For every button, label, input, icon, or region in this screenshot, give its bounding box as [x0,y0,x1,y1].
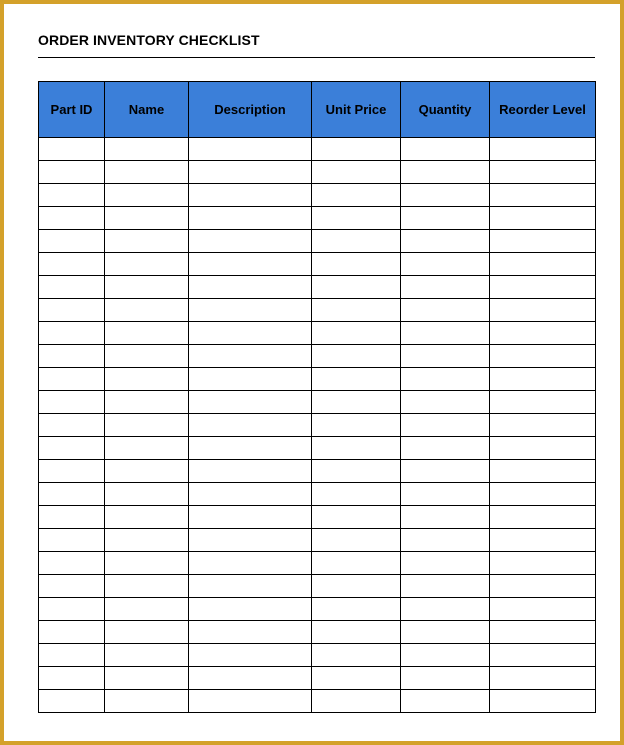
cell-name[interactable] [105,483,189,506]
cell-unit-price[interactable] [312,483,401,506]
cell-part-id[interactable] [39,598,105,621]
table-row [39,230,596,253]
table-row [39,483,596,506]
cell-unit-price[interactable] [312,345,401,368]
cell-quantity[interactable] [401,276,490,299]
cell-quantity[interactable] [401,161,490,184]
cell-part-id[interactable] [39,690,105,713]
cell-unit-price[interactable] [312,506,401,529]
cell-unit-price[interactable] [312,667,401,690]
cell-unit-price[interactable] [312,621,401,644]
cell-part-id[interactable] [39,253,105,276]
cell-quantity[interactable] [401,253,490,276]
cell-reorder-level[interactable] [490,368,596,391]
cell-quantity[interactable] [401,207,490,230]
cell-unit-price[interactable] [312,230,401,253]
cell-quantity[interactable] [401,598,490,621]
cell-name[interactable] [105,207,189,230]
cell-unit-price[interactable] [312,460,401,483]
cell-quantity[interactable] [401,437,490,460]
cell-name[interactable] [105,299,189,322]
cell-reorder-level[interactable] [490,184,596,207]
cell-name[interactable] [105,253,189,276]
cell-part-id[interactable] [39,529,105,552]
table-row [39,575,596,598]
cell-name[interactable] [105,575,189,598]
cell-unit-price[interactable] [312,575,401,598]
title-underline [38,57,595,58]
cell-quantity[interactable] [401,483,490,506]
cell-description[interactable] [189,575,312,598]
cell-unit-price[interactable] [312,299,401,322]
cell-name[interactable] [105,690,189,713]
column-header-quantity: Quantity [401,82,490,138]
cell-part-id[interactable] [39,138,105,161]
cell-name[interactable] [105,345,189,368]
cell-part-id[interactable] [39,345,105,368]
cell-description[interactable] [189,621,312,644]
table-row [39,299,596,322]
cell-name[interactable] [105,322,189,345]
cell-unit-price[interactable] [312,322,401,345]
cell-reorder-level[interactable] [490,552,596,575]
cell-unit-price[interactable] [312,368,401,391]
cell-quantity[interactable] [401,644,490,667]
table-row [39,460,596,483]
cell-description[interactable] [189,483,312,506]
cell-quantity[interactable] [401,690,490,713]
cell-description[interactable] [189,437,312,460]
inventory-table [38,81,596,713]
cell-reorder-level[interactable] [490,299,596,322]
cell-description[interactable] [189,253,312,276]
table-row [39,552,596,575]
cell-part-id[interactable] [39,322,105,345]
cell-description[interactable] [189,184,312,207]
column-header-reorder-level: Reorder Level [490,82,596,138]
table-row [39,368,596,391]
cell-quantity[interactable] [401,230,490,253]
cell-name[interactable] [105,552,189,575]
cell-reorder-level[interactable] [490,529,596,552]
table-row [39,391,596,414]
table-header-row [39,82,596,138]
column-header-description: Description [189,82,312,138]
cell-name[interactable] [105,391,189,414]
cell-name[interactable] [105,529,189,552]
cell-description[interactable] [189,667,312,690]
cell-description[interactable] [189,391,312,414]
table-row [39,207,596,230]
cell-quantity[interactable] [401,529,490,552]
cell-description[interactable] [189,690,312,713]
cell-part-id[interactable] [39,644,105,667]
cell-quantity[interactable] [401,138,490,161]
cell-description[interactable] [189,506,312,529]
table-row [39,437,596,460]
cell-description[interactable] [189,138,312,161]
cell-quantity[interactable] [401,621,490,644]
cell-unit-price[interactable] [312,552,401,575]
table-row [39,644,596,667]
cell-description[interactable] [189,276,312,299]
cell-quantity[interactable] [401,184,490,207]
table-row [39,276,596,299]
cell-reorder-level[interactable] [490,138,596,161]
table-row [39,322,596,345]
cell-quantity[interactable] [401,391,490,414]
cell-name[interactable] [105,414,189,437]
cell-name[interactable] [105,276,189,299]
cell-description[interactable] [189,322,312,345]
cell-reorder-level[interactable] [490,460,596,483]
cell-quantity[interactable] [401,667,490,690]
cell-name[interactable] [105,437,189,460]
cell-name[interactable] [105,598,189,621]
cell-quantity[interactable] [401,552,490,575]
table-row [39,667,596,690]
cell-reorder-level[interactable] [490,253,596,276]
cell-part-id[interactable] [39,506,105,529]
cell-reorder-level[interactable] [490,207,596,230]
cell-part-id[interactable] [39,161,105,184]
cell-name[interactable] [105,621,189,644]
cell-description[interactable] [189,529,312,552]
cell-part-id[interactable] [39,552,105,575]
table-row [39,184,596,207]
cell-unit-price[interactable] [312,598,401,621]
cell-part-id[interactable] [39,276,105,299]
cell-unit-price[interactable] [312,161,401,184]
cell-part-id[interactable] [39,299,105,322]
cell-part-id[interactable] [39,230,105,253]
table-row [39,621,596,644]
cell-quantity[interactable] [401,322,490,345]
cell-unit-price[interactable] [312,276,401,299]
cell-reorder-level[interactable] [490,414,596,437]
cell-name[interactable] [105,138,189,161]
cell-part-id[interactable] [39,437,105,460]
cell-part-id[interactable] [39,575,105,598]
cell-reorder-level[interactable] [490,345,596,368]
cell-reorder-level[interactable] [490,391,596,414]
cell-description[interactable] [189,460,312,483]
cell-reorder-level[interactable] [490,575,596,598]
cell-reorder-level[interactable] [490,161,596,184]
cell-reorder-level[interactable] [490,506,596,529]
cell-reorder-level[interactable] [490,483,596,506]
cell-reorder-level[interactable] [490,621,596,644]
page-title: ORDER INVENTORY CHECKLIST [38,32,260,48]
cell-part-id[interactable] [39,483,105,506]
cell-name[interactable] [105,184,189,207]
cell-unit-price[interactable] [312,644,401,667]
cell-part-id[interactable] [39,184,105,207]
cell-unit-price[interactable] [312,414,401,437]
cell-quantity[interactable] [401,345,490,368]
cell-name[interactable] [105,368,189,391]
cell-reorder-level[interactable] [490,437,596,460]
cell-name[interactable] [105,644,189,667]
cell-reorder-level[interactable] [490,598,596,621]
cell-name[interactable] [105,506,189,529]
table-row [39,506,596,529]
table-row [39,690,596,713]
cell-quantity[interactable] [401,460,490,483]
cell-part-id[interactable] [39,391,105,414]
cell-unit-price[interactable] [312,207,401,230]
cell-quantity[interactable] [401,414,490,437]
column-header-name: Name [105,82,189,138]
cell-description[interactable] [189,368,312,391]
cell-part-id[interactable] [39,460,105,483]
cell-name[interactable] [105,667,189,690]
table-row [39,529,596,552]
cell-unit-price[interactable] [312,437,401,460]
cell-description[interactable] [189,345,312,368]
cell-reorder-level[interactable] [490,644,596,667]
cell-quantity[interactable] [401,575,490,598]
cell-description[interactable] [189,644,312,667]
cell-description[interactable] [189,299,312,322]
table-row [39,161,596,184]
cell-part-id[interactable] [39,368,105,391]
cell-part-id[interactable] [39,414,105,437]
table-body [39,138,596,713]
cell-description[interactable] [189,598,312,621]
cell-name[interactable] [105,161,189,184]
cell-part-id[interactable] [39,207,105,230]
cell-name[interactable] [105,230,189,253]
cell-reorder-level[interactable] [490,230,596,253]
cell-name[interactable] [105,460,189,483]
table-row [39,598,596,621]
cell-description[interactable] [189,414,312,437]
cell-part-id[interactable] [39,667,105,690]
cell-quantity[interactable] [401,299,490,322]
cell-quantity[interactable] [401,368,490,391]
table-row [39,253,596,276]
cell-reorder-level[interactable] [490,322,596,345]
cell-part-id[interactable] [39,621,105,644]
cell-unit-price[interactable] [312,529,401,552]
cell-quantity[interactable] [401,506,490,529]
cell-unit-price[interactable] [312,690,401,713]
cell-description[interactable] [189,161,312,184]
table-row [39,414,596,437]
cell-reorder-level[interactable] [490,276,596,299]
cell-unit-price[interactable] [312,391,401,414]
cell-reorder-level[interactable] [490,667,596,690]
cell-description[interactable] [189,207,312,230]
column-header-unit-price: Unit Price [312,82,401,138]
cell-unit-price[interactable] [312,184,401,207]
cell-unit-price[interactable] [312,253,401,276]
table-row [39,138,596,161]
cell-description[interactable] [189,552,312,575]
table-row [39,345,596,368]
cell-description[interactable] [189,230,312,253]
column-header-part-id: Part ID [39,82,105,138]
cell-reorder-level[interactable] [490,690,596,713]
cell-unit-price[interactable] [312,138,401,161]
